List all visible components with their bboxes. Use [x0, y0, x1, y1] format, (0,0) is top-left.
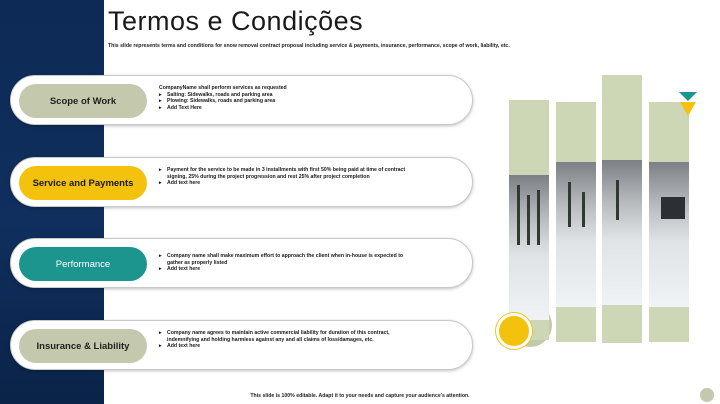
tree-shape — [568, 182, 571, 227]
tree-shape — [537, 190, 540, 245]
scope-bullet: ▸ Salting: Sidewalks, roads and parking area — [159, 92, 459, 99]
service-bullet: ▸ Payment for the service to be made in 3 installments with first 50% being paid at time of contract signing, 25% during the project progression and rest 25% after project completion — [159, 167, 409, 180]
tree-shape — [527, 195, 530, 245]
insurance-liability-label: Insurance & Liability — [19, 329, 147, 363]
section-card-performance — [10, 238, 473, 288]
scope-bullet: ▸ Add Text Here — [159, 105, 459, 112]
decorative-circle-yellow — [496, 313, 532, 349]
performance-label: Performance — [19, 247, 147, 281]
section-card-service-and-payments — [10, 157, 473, 207]
snow-photo-slice — [602, 160, 642, 305]
picture-strip — [649, 102, 689, 342]
scope-of-work-description — [159, 85, 459, 111]
scope-of-work-label: Scope of Work — [19, 84, 147, 118]
page-title: Termos e Condições — [108, 6, 364, 36]
building-shape — [661, 197, 685, 219]
service-and-payments-label: Service and Payments — [19, 166, 147, 200]
snow-photo-slice — [649, 162, 689, 307]
insurance-bullet: ▸ Company name agrees to maintain active commercial liability for duration of this contract, indemnifying and holding harmless against any and all claims of loss/damages, etc. — [159, 330, 409, 343]
tree-shape — [582, 192, 585, 227]
service-bullet: ▸ Add text here — [159, 180, 409, 187]
performance-bullet: ▸ Add text here — [159, 266, 414, 273]
insurance-bullet: ▸ Add text here — [159, 343, 409, 350]
performance-bullet: ▸ Company name shall make maximum effort to approach the client when in-house is expected to gather as properly listed — [159, 253, 414, 266]
insurance-liability-description — [159, 330, 409, 350]
scope-intro: CompanyName shall perform services as requested — [159, 85, 287, 91]
decorative-dot — [700, 388, 714, 402]
snow-photo-slice — [556, 162, 596, 307]
snow-photo-slice — [509, 175, 549, 320]
picture-strip — [556, 102, 596, 342]
service-and-payments-description — [159, 167, 409, 187]
decorative-triangle-yellow — [680, 102, 696, 116]
tree-shape — [517, 185, 520, 245]
page-subtitle: This slide represents terms and conditions for snow removal contract proposal including service & payments, insurance, performance, scope of work, liability, etc. — [108, 43, 510, 49]
performance-description — [159, 253, 414, 273]
footer-note: This slide is 100% editable. Adapt it to your needs and capture your audience's attention. — [250, 393, 470, 399]
scope-bullet: ▸ Plowing: Sidewalks, roads and parking area — [159, 98, 459, 105]
decorative-triangle-teal — [679, 92, 697, 101]
section-card-scope-of-work — [10, 75, 473, 125]
picture-strip — [602, 75, 642, 343]
section-card-insurance-liability — [10, 320, 473, 370]
picture-strip — [509, 100, 549, 340]
tree-shape — [616, 180, 619, 220]
